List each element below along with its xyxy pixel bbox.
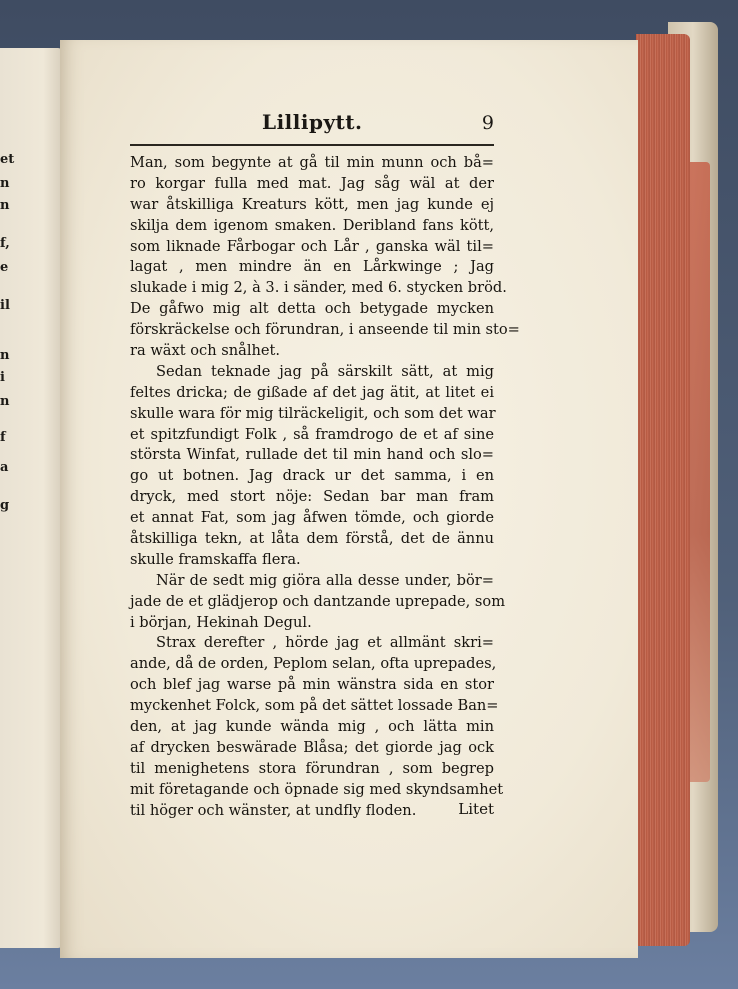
left-fragment: i (0, 370, 5, 385)
left-fragment: n (0, 348, 10, 363)
left-fragment: n (0, 176, 10, 191)
text-line: slukade i mig 2, à 3. i sänder, med 6. stycken bröd. (130, 279, 507, 297)
left-fragment: g (0, 498, 10, 513)
text-line: åtskilliga tekn, at låta dem förstå, det de ännu (130, 530, 494, 548)
text-line: war åtskilliga Kreaturs kött, men jag kunde ej (130, 195, 494, 213)
running-title: Lillipytt. (262, 110, 363, 134)
text-line: största Winfat, rullade det til min hand och slo= (130, 446, 494, 464)
text-line: et annat Fat, som jag åfwen tömde, och giorde (130, 509, 494, 527)
text-line: Sedan teknade jag på särskilt sätt, at mig (156, 362, 494, 380)
text-line: dryck, med stort nöje: Sedan bar man fram (130, 488, 494, 506)
text-line: Strax derefter , hörde jag et allmänt skri= (156, 634, 494, 652)
page-number: 9 (481, 112, 494, 134)
text-line: skulle framskaffa flera. (130, 550, 301, 568)
page-block-edge (636, 34, 690, 946)
text-line: til menighetens stora förundran , som begrep (130, 759, 494, 777)
text-line: lagat , men mindre än en Lårkwinge ; Jag (130, 258, 494, 276)
text-line: mit företagande och öpnade sig med skyndsamhet (130, 780, 504, 798)
text-line: af drycken beswärade Blåsa; det giorde jag ock (130, 738, 494, 756)
text-line: Man, som begynte at gå til min munn och bå= (130, 154, 494, 171)
text-line: som liknade Fårbogar och Lår , ganska wäl til= (130, 237, 494, 255)
text-line: den, at jag kunde wända mig , och lätta min (130, 718, 494, 736)
text-line: ande, då de orden, Peplom selan, ofta uprepades, (130, 655, 497, 673)
text-line: go ut botnen. Jag drack ur det samma, i en (130, 467, 494, 485)
text-line: förskräckelse och förundran, i anseende til min sto= (130, 321, 520, 339)
text-line: och blef jag warse på min wänstra sida en stor (130, 676, 494, 694)
text-line: skulle wara för mig tilräckeligit, och som det war (130, 404, 496, 422)
text-line: När de sedt mig giöra alla desse under, bör= (156, 571, 494, 589)
text-line: i början, Hekinah Degul. (130, 613, 312, 631)
text-line: et spitzfundigt Folk , så framdrogo de et af sine (130, 425, 494, 443)
left-fragment: n (0, 198, 10, 213)
text-line: De gåfwo mig alt detta och betygade mycken (130, 300, 494, 318)
left-fragment: f, (0, 236, 10, 251)
text-line: til höger och wänster, at undfly floden. (130, 801, 417, 819)
body-text (130, 153, 520, 822)
page-header (130, 110, 494, 150)
left-fragment: e (0, 260, 9, 275)
header-rule (130, 144, 494, 146)
text-line: myckenhet Folck, som på det sättet lossade Ban= (130, 697, 499, 715)
left-fragment: n (0, 394, 10, 409)
text-line: jade de et glädjerop och dantzande uprepade, som (130, 592, 506, 610)
left-page-edge (0, 48, 62, 948)
left-fragment: et (0, 152, 15, 167)
left-fragment: f (0, 430, 6, 445)
text-line: ro korgar fulla med mat. Jag såg wäl at der (130, 174, 494, 192)
catchword: Litet (458, 800, 494, 818)
text-line: skilja dem igenom smaken. Deribland fans kött, (130, 216, 494, 234)
text-line: ra wäxt och snålhet. (130, 342, 281, 360)
text-line: feltes dricka; de gißade af det jag ätit, at litet ei (130, 383, 494, 401)
left-fragment: il (0, 298, 10, 313)
left-fragment: a (0, 460, 9, 475)
